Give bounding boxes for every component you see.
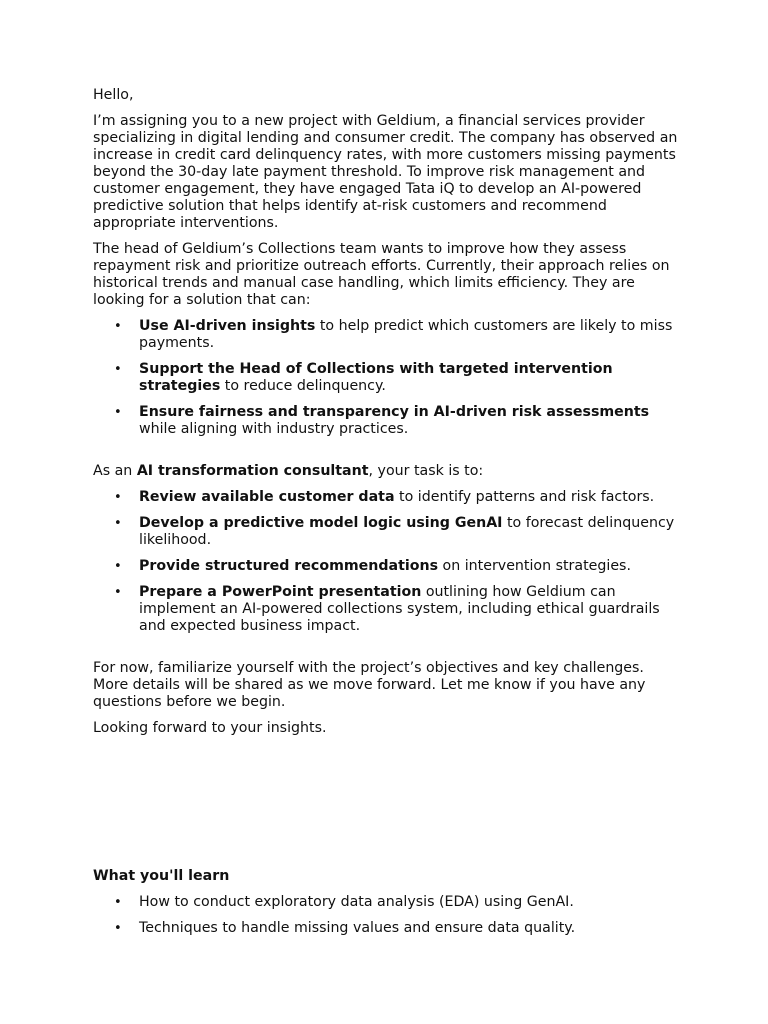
- task-intro: [93, 463, 683, 480]
- list-item: [93, 489, 683, 506]
- list-item-bold: Use AI-driven insights: [139, 318, 316, 334]
- bullet-icon: •: [114, 516, 122, 531]
- list-item: [93, 515, 683, 549]
- document-body: [93, 87, 683, 946]
- list-item: [93, 404, 683, 438]
- list-item-bold: Ensure fairness and transparency in AI-driven risk assessments: [139, 404, 650, 420]
- list-item-bold: Prepare a PowerPoint presentation: [139, 584, 422, 600]
- bullet-icon: •: [114, 895, 122, 910]
- learn-heading: What you'll learn: [93, 868, 230, 884]
- sign-off: Looking forward to your insights.: [93, 720, 327, 736]
- list-item: [93, 318, 683, 352]
- list-item: [93, 920, 683, 937]
- bullet-icon: •: [114, 585, 122, 600]
- bullet-icon: •: [114, 405, 122, 420]
- spacer: [93, 447, 683, 463]
- bullet-icon: •: [114, 490, 122, 505]
- learn-list: [93, 894, 683, 937]
- task-intro-prefix: As an: [93, 463, 137, 479]
- list-item-text: to help predict which customers are likely to miss payments.: [139, 318, 673, 351]
- list-item-text: outlining how Geldium can implement an AI-powered collections system, including ethical guardrails and expected business impact.: [139, 584, 660, 634]
- spacer: [93, 644, 683, 660]
- context-paragraph: The head of Geldium’s Collections team wants to improve how they assess repayment risk and prioritize outreach efforts. Currently, their approach relies on historical trends and manual case handling, which limits efficiency. They are looking for a solution that can:: [93, 241, 670, 308]
- list-item-bold: Develop a predictive model logic using GenAI: [139, 515, 503, 531]
- list-item-bold: Support the Head of Collections with targeted intervention strategies: [139, 361, 613, 394]
- task-intro-role: AI transformation consultant: [136, 463, 369, 479]
- list-item: [93, 894, 683, 911]
- list-item-bold: Review available customer data: [139, 489, 395, 505]
- list-item-text: to forecast delinquency likelihood.: [139, 515, 675, 548]
- list-item: [93, 558, 683, 575]
- list-item-text: to reduce delinquency.: [220, 378, 386, 394]
- list-item-bold: Provide structured recommendations: [139, 558, 439, 574]
- closing-paragraph: For now, familiarize yourself with the project’s objectives and key challenges. More details will be shared as we move forward. Let me know if you have any questions before we begin.: [93, 660, 646, 710]
- solution-list: [93, 318, 683, 438]
- list-item-text: How to conduct exploratory data analysis (EDA) using GenAI.: [139, 894, 574, 910]
- greeting: Hello,: [93, 87, 134, 103]
- list-item-text: Techniques to handle missing values and ensure data quality.: [139, 920, 576, 936]
- task-intro-suffix: , your task is to:: [368, 463, 484, 479]
- list-item-text: on intervention strategies.: [438, 558, 631, 574]
- list-item-text: while aligning with industry practices.: [139, 421, 409, 437]
- spacer: [93, 746, 683, 868]
- bullet-icon: •: [114, 319, 122, 334]
- bullet-icon: •: [114, 921, 122, 936]
- list-item: [93, 584, 683, 635]
- intro-paragraph: I’m assigning you to a new project with Geldium, a financial services provider specializing in digital lending and consumer credit. The company has observed an increase in credit card delinquency rates, with more customers missing payments beyond the 30-day late payment threshold. To improve risk management and customer engagement, they have engaged Tata iQ to develop an AI-powered predictive solution that helps identify at-risk customers and recommend appropriate interventions.: [93, 113, 678, 231]
- list-item: [93, 361, 683, 395]
- list-item-text: to identify patterns and risk factors.: [394, 489, 655, 505]
- task-list: [93, 489, 683, 635]
- bullet-icon: •: [114, 559, 122, 574]
- bullet-icon: •: [114, 362, 122, 377]
